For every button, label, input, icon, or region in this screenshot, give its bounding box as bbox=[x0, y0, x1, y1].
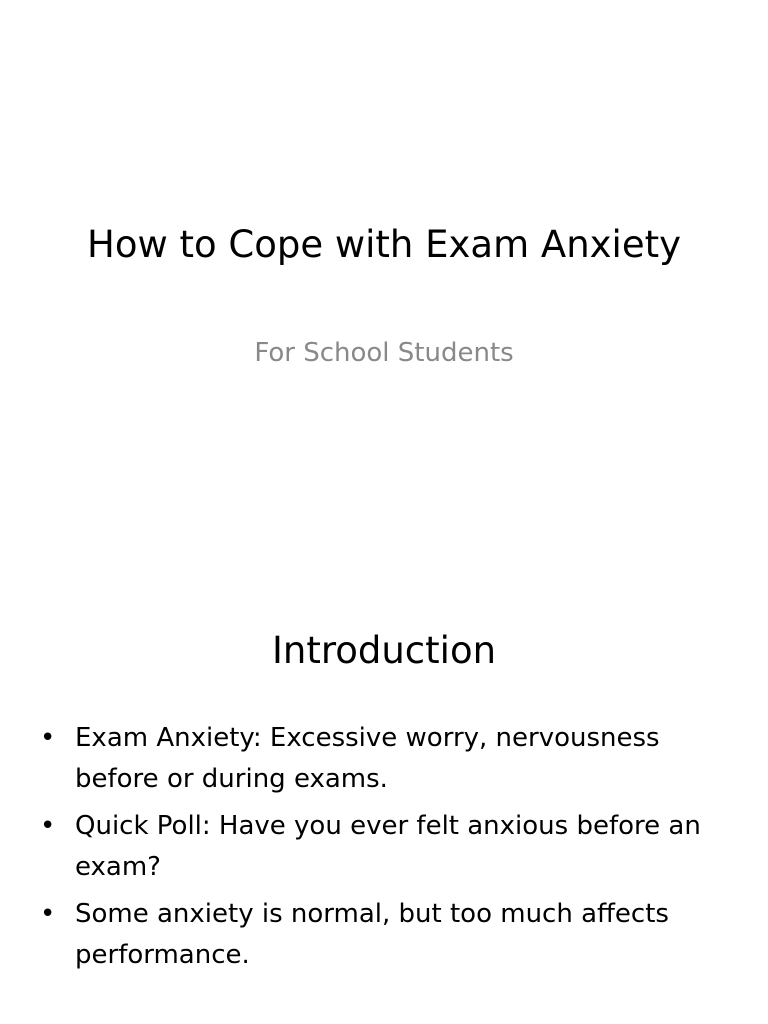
bullet-item bbox=[40, 894, 730, 976]
bullet-icon: • bbox=[40, 723, 56, 753]
bullet-text: Exam Anxiety: Excessive worry, nervousness before or during exams. bbox=[75, 723, 660, 794]
bullet-text: Quick Poll: Have you ever felt anxious before an exam? bbox=[75, 811, 701, 882]
bullet-text: Some anxiety is normal, but too much affects performance. bbox=[75, 899, 669, 970]
slide-title: How to Cope with Exam Anxiety bbox=[87, 223, 681, 266]
bullet-item bbox=[40, 718, 730, 800]
bullet-icon: • bbox=[40, 899, 56, 929]
bullet-item bbox=[40, 806, 730, 888]
introduction-slide bbox=[0, 576, 768, 1024]
slide-subtitle: For School Students bbox=[254, 338, 514, 368]
bullet-list bbox=[40, 718, 730, 982]
section-title: Introduction bbox=[271, 629, 497, 672]
bullet-icon: • bbox=[40, 811, 56, 841]
